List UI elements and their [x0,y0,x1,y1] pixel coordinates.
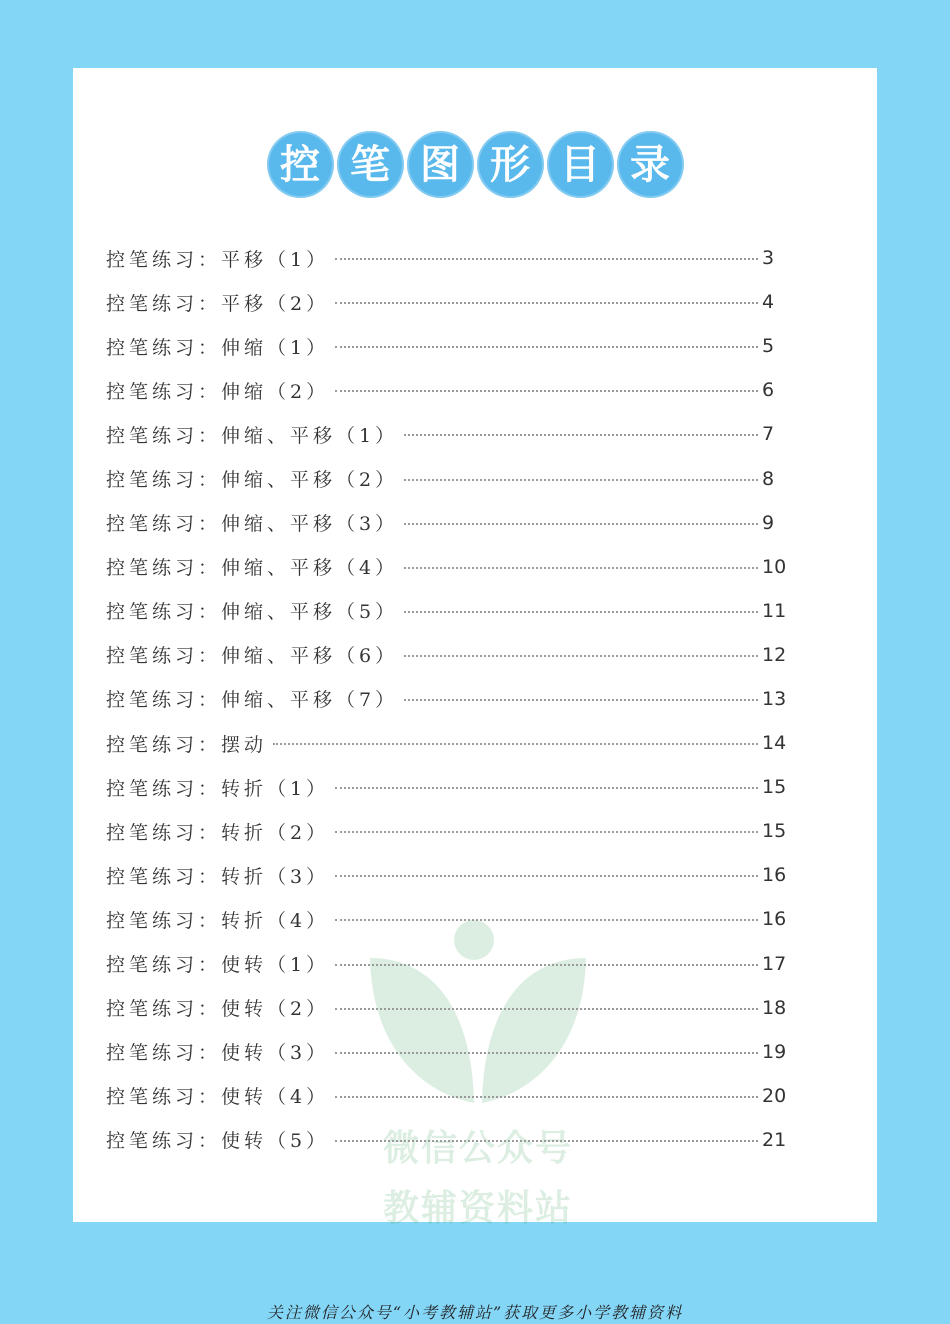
toc-entry[interactable] [106,545,790,589]
toc-entry-title: 控笔练习：使转（2） [106,998,330,1021]
toc-entry-title: 控笔练习：转折（4） [106,909,330,932]
toc-entry[interactable] [106,677,790,721]
toc-entry-page: 7 [762,423,775,446]
toc-entry-page: 19 [762,1040,787,1063]
dot-leader [273,743,758,745]
toc-entry-title: 控笔练习：摆动 [106,733,268,756]
toc-entry-title: 控笔练习：伸缩（1） [106,336,330,359]
watermark-line-2: 教辅资料站 [382,1188,573,1229]
toc-entry[interactable] [106,236,790,280]
toc-entry[interactable] [106,721,790,765]
title-char: 录 [617,131,684,198]
toc-entry-page: 5 [762,335,775,358]
dot-leader [404,434,758,436]
toc-entry-page: 6 [762,379,775,402]
toc-entry-page: 13 [762,687,787,710]
watermark-line-1: 微信公众号 [382,1128,573,1169]
toc-entry-title: 控笔练习：转折（1） [106,777,330,800]
title-char: 控 [267,131,334,198]
toc-entry[interactable] [106,1074,790,1118]
toc-entry[interactable] [106,853,790,897]
table-of-contents [106,236,790,1162]
toc-entry[interactable] [106,942,790,986]
toc-entry-page: 16 [762,864,787,887]
toc-entry[interactable] [106,897,790,941]
toc-entry-page: 8 [762,467,775,490]
toc-entry-title: 控笔练习：平移（1） [106,248,330,271]
toc-entry-page: 20 [762,1084,787,1107]
title-char: 图 [407,131,474,198]
dot-leader [335,1052,758,1054]
dot-leader [335,1096,758,1098]
toc-entry-title: 控笔练习：转折（3） [106,865,330,888]
toc-entry[interactable] [106,589,790,633]
dot-leader [335,1140,758,1142]
toc-entry-title: 控笔练习：平移（2） [106,292,330,315]
dot-leader [335,831,758,833]
toc-entry-page: 10 [762,555,787,578]
toc-entry-page: 15 [762,776,787,799]
toc-entry-title: 控笔练习：使转（4） [106,1086,330,1109]
toc-entry[interactable] [106,368,790,412]
toc-entry-page: 11 [762,599,787,622]
toc-entry-title: 控笔练习：转折（2） [106,821,330,844]
toc-entry-title: 控笔练习：使转（3） [106,1042,330,1065]
toc-entry-title: 控笔练习：使转（5） [106,1130,330,1153]
toc-entry[interactable] [106,986,790,1030]
dot-leader [335,302,758,304]
toc-entry-page: 4 [762,291,775,314]
toc-entry-title: 控笔练习：伸缩、平移（7） [106,689,399,712]
dot-leader [404,655,758,657]
dot-leader [335,258,758,260]
toc-entry[interactable] [106,280,790,324]
dot-leader [335,875,758,877]
toc-entry[interactable] [106,1118,790,1162]
dot-leader [404,611,758,613]
toc-entry-page: 12 [762,643,787,666]
toc-entry-page: 18 [762,996,787,1019]
title-char: 形 [477,131,544,198]
dot-leader [335,919,758,921]
toc-entry[interactable] [106,324,790,368]
dot-leader [335,1008,758,1010]
toc-entry-title: 控笔练习：伸缩、平移（6） [106,645,399,668]
toc-entry-page: 9 [762,511,775,534]
toc-entry-page: 17 [762,952,787,975]
toc-entry[interactable] [106,456,790,500]
toc-entry-title: 控笔练习：使转（1） [106,954,330,977]
dot-leader [404,523,758,525]
toc-entry-title: 控笔练习：伸缩（2） [106,380,330,403]
toc-entry[interactable] [106,809,790,853]
toc-entry-title: 控笔练习：伸缩、平移（5） [106,601,399,624]
toc-entry-title: 控笔练习：伸缩、平移（3） [106,513,399,536]
toc-entry-page: 15 [762,820,787,843]
toc-entry[interactable] [106,501,790,545]
toc-entry-page: 3 [762,247,775,270]
toc-entry[interactable] [106,1030,790,1074]
toc-entry-title: 控笔练习：伸缩、平移（2） [106,469,399,492]
toc-entry-title: 控笔练习：伸缩、平移（4） [106,557,399,580]
dot-leader [335,964,758,966]
title-char: 目 [547,131,614,198]
page-title [0,131,950,201]
dot-leader [404,699,758,701]
dot-leader [335,390,758,392]
toc-entry-page: 14 [762,732,787,755]
toc-entry[interactable] [106,412,790,456]
toc-entry-page: 16 [762,908,787,931]
toc-entry-page: 21 [762,1128,787,1151]
toc-entry-title: 控笔练习：伸缩、平移（1） [106,424,399,447]
dot-leader [335,346,758,348]
title-char: 笔 [337,131,404,198]
dot-leader [404,479,758,481]
toc-entry[interactable] [106,765,790,809]
footer-note: 关注微信公众号“小考教辅站”获取更多小学教辅资料 [266,1303,684,1322]
dot-leader [335,787,758,789]
dot-leader [404,567,758,569]
toc-entry[interactable] [106,633,790,677]
